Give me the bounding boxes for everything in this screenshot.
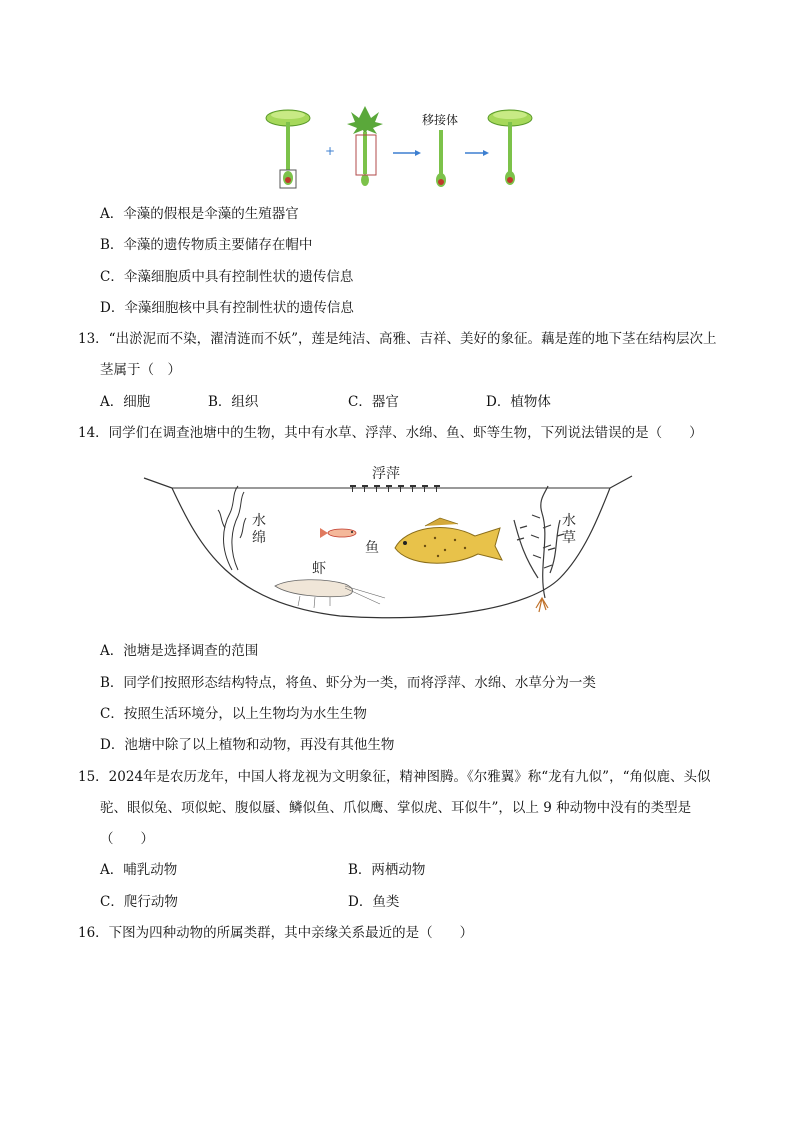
q16-stem: 16．下图为四种动物的所属类群，其中亲缘关系最近的是（ ）	[78, 925, 474, 941]
q15-stem-line3: （ ）	[100, 831, 154, 847]
plus-sign: +	[325, 144, 336, 158]
acetabularia-plant-2	[347, 106, 383, 186]
q14-option-a: A．池塘是选择调查的范围	[100, 643, 259, 659]
fish-label: 鱼	[365, 540, 379, 556]
q13-stem-line2: 茎属于（ ）	[100, 362, 181, 378]
duckweed-label: 浮萍	[372, 466, 400, 482]
arrow-1	[393, 150, 421, 156]
acetabularia-plant-1	[266, 110, 310, 188]
acetabularia-figure	[255, 100, 545, 195]
q13-stem-line1: 13．“出淤泥而不染，濯清涟而不妖”，莲是纯洁、高雅、吉祥、美好的象征。藕是莲的地下茎在结构层次上	[78, 331, 717, 347]
graft-label: 移接体	[422, 113, 459, 127]
q12-option-d: D．伞藻细胞核中具有控制性状的遗传信息	[100, 300, 354, 316]
q15-option-c: C．爬行动物	[100, 894, 178, 910]
q13-option-b: B．组织	[208, 394, 259, 410]
q15-stem-line2: 驼、眼似兔、项似蛇、腹似蜃、鳞似鱼、爪似鹰、掌似虎、耳似牛”，以上 9 种动物中没有的类型是	[100, 800, 692, 816]
q13-option-d: D．植物体	[486, 394, 551, 410]
pond-outline	[144, 476, 632, 618]
q14-option-b: B．同学们按照形态结构特点，将鱼、虾分为一类，而将浮萍、水绵、水草分为一类	[100, 675, 596, 691]
q15-stem-line1: 15．2024年是农历龙年，中国人将龙视为文明象征，精神图腾。《尔雅翼》称“龙有九似”，“角似鹿、头似	[78, 769, 711, 785]
q13-option-c: C．器官	[348, 394, 399, 410]
spirogyra-label-2: 绵	[252, 530, 266, 546]
pond-figure	[140, 458, 635, 623]
q13-option-a: A．细胞	[100, 394, 151, 410]
q12-option-c: C．伞藻细胞质中具有控制性状的遗传信息	[100, 269, 354, 285]
q12-option-a: A．伞藻的假根是伞藻的生殖器官	[100, 206, 299, 222]
acetabularia-plant-3	[488, 110, 532, 185]
big-fish	[395, 518, 502, 563]
waterweed-label-1: 水	[562, 513, 576, 529]
q12-option-b: B．伞藻的遗传物质主要储存在帽中	[100, 237, 313, 253]
waterweed-label-2: 草	[562, 530, 576, 546]
q15-option-d: D．鱼类	[348, 894, 400, 910]
q15-option-a: A．哺乳动物	[100, 862, 178, 878]
q14-option-d: D．池塘中除了以上植物和动物，再没有其他生物	[100, 737, 395, 753]
spirogyra-label-1: 水	[252, 513, 266, 529]
small-fish	[320, 528, 356, 538]
q14-option-c: C．按照生活环境分，以上生物均为水生生物	[100, 706, 367, 722]
spirogyra	[218, 486, 246, 570]
shrimp-label: 虾	[312, 561, 326, 577]
arrow-2	[465, 150, 489, 156]
q15-option-b: B．两栖动物	[348, 862, 426, 878]
q14-stem: 14．同学们在调查池塘中的生物，其中有水草、浮萍、水绵、鱼、虾等生物，下列说法错误的是（ ）	[78, 425, 703, 441]
shrimp	[275, 580, 385, 608]
graft-body	[436, 130, 446, 187]
